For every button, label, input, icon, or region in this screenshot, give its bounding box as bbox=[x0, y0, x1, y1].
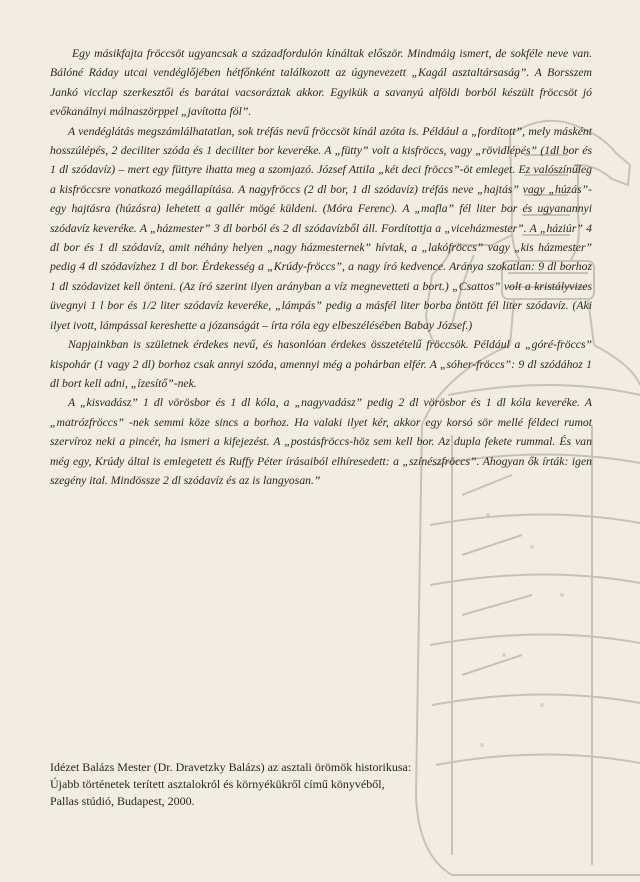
citation-line: Idézet Balázs Mester (Dr. Dravetzky Balázs) az asztali örömök historikusa: bbox=[50, 760, 412, 774]
paragraph-2: A vendéglátás megszámlálhatatlan, sok tréfás nevű fröccsöt kínál azóta is. Például a „fordított”, mely másként hosszúlépés, 2 deciliter szóda és 1 deciliter bor keveréke. A „fütty” volt a kisfröccs, vagy „rövidlépés” (1dl bor és 1 dl szódavíz) – mert egy füttyre ihatta meg a szomjazó. József Attila „két deci fröccs”-öt emleget. Ez valószínűleg a kisfröccsre vonatkozó megállapítása. A nagyfröccs (2 dl bor, 1 dl szódavíz) tréfás neve „hajtás” vagy „húzás”- egy hajtásra (húzásra) lehetett a gallér mögé küldeni. (Móra Ferenc). A „mafla” fél liter bor és ugyanannyi szódavíz keveréke. A „házmester” 3 dl borból és 2 dl szódavízből áll. Fordítottja a „viceházmester”. A „háziúr” 4 dl bor és 1 dl szódavíz, amit néhány helyen „nagy házmesternek” hívtak, a „lakófröccs” vagy „kis házmester” pedig 4 dl szódavízhez 1 dl bor. Érdekesség a „Krúdy-fröccs”, a nagy író kedvence. Aránya szokatlan: 9 dl borhoz 1 dl szódavizet kell önteni. (Az író szerint ilyen arányban a víz megnevetteti a bort.) „Csattos” volt a kristályvizes üvegnyi 1 l bor és 1/2 liter szódavíz keveréke, „lámpás” pedig a másfél liter borba öntött fél liter szódavíz. (Aki ilyet ivott, lámpással kereshette a józanságát – írta róla egy elbeszélésében Babay József.) bbox=[50, 124, 592, 332]
paragraph-1: Egy másikfajta fröccsöt ugyancsak a századfordulón kínáltak először. Mindmáig ismert, de sokféle neve van. Bálóné Ráday utcai vendéglőjében hétfőnként találkozott az úgynevezett „Kagál asztaltársaság”. A Borsszem Jankó vicclap szerkesztői és barátai vacsoráztak akkor. Egyikük a savanyú alföldi borból készült fröccsöt jó evőkanálnyi málnaszörppel „javította föl”. bbox=[50, 47, 592, 119]
citation-line: Pallas stúdió, Budapest, 2000. bbox=[50, 794, 195, 808]
article-text bbox=[50, 44, 592, 490]
source-citation bbox=[50, 759, 590, 810]
paragraph-4: A „kisvadász” 1 dl vörösbor és 1 dl kóla, a „nagyvadász” pedig 2 dl vörösbor és 1 dl kóla keveréke. A „matrózfröccs” -nek semmi köze sincs a borhoz. Ha valaki ilyet kér, akkor egy korsó sör mellé féldeci rumot szervíroz neki a pincér, ha ismeri a kifejezést. A „postásfröccs-höz sem kell bor. Az dupla fekete rummal. És van még egy, Krúdy által is emlegetett és Ruffy Péter írásaiból elhíresedett: a „színészfröccs”. Ahogyan ők írták: igen szegény ital. Mindössze 2 dl szódavíz és az is langyosan.” bbox=[50, 396, 592, 487]
citation-line: Újabb történetek terített asztalokról és környékükről című könyvéből, bbox=[50, 777, 385, 791]
paragraph-3: Napjainkban is születnek érdekes nevű, és hasonlóan érdekes összetételű fröccsök. Például a „góré-fröccs” kispohár (1 vagy 2 dl) borhoz csak annyi szóda, amennyi még a pohárban elfér. A „sóher-fröccs”: 9 dl szódához 1 dl bort kell adni, „ízesítő”-nek. bbox=[50, 338, 592, 390]
